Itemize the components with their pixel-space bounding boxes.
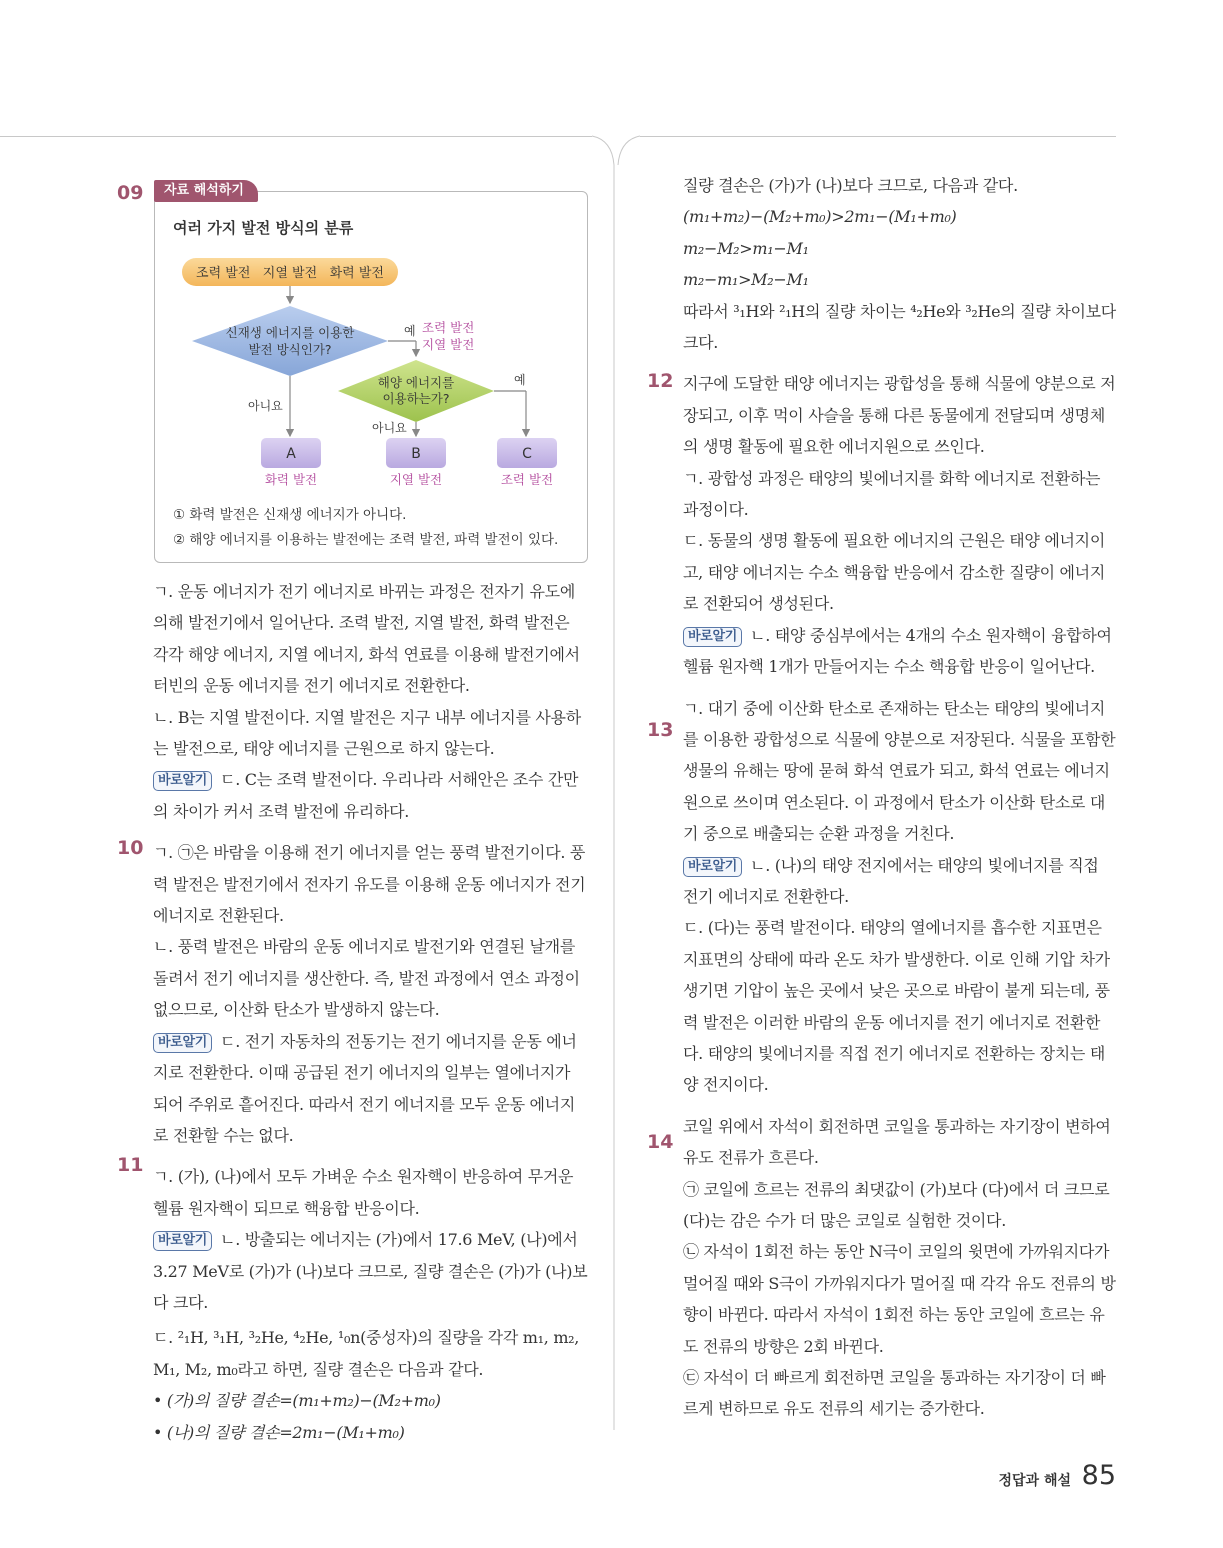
q11-equation-3: m₂−m₁>M₂−M₁ — [683, 270, 809, 290]
leaf-b-text: B — [411, 446, 421, 462]
no-label-2: 아니요 — [372, 421, 407, 435]
q10-paragraph-2: ㄴ. 풍력 발전은 바람의 운동 에너지로 발전기와 연결된 날개를 돌려서 전기 에너지를 생산한다. 즉, 발전 과정에서 연소 과정이 없으므로, 이산화 탄소가 발생하지 않는다. — [153, 937, 580, 1020]
q12-paragraph-3: ㄷ. 동물의 생명 활동에 필요한 에너지의 근원은 태양 에너지이고, 태양 에너지는 수소 핵융합 반응에서 감소한 질량이 에너지로 전환되어 생성된다. — [683, 531, 1105, 614]
leaf-a-text: A — [286, 446, 296, 462]
question-number-13: 13 — [647, 719, 674, 741]
leaf-a-label: 화력 발전 — [264, 472, 318, 487]
start-node-text: 조력 발전 지열 발전 화력 발전 — [196, 266, 384, 281]
q14-paragraph-3: ㉡ 자석이 1회전 하는 동안 N극이 코일의 윗면에 가까워지다가 멀어질 때와 S극이 가까워지다가 멀어질 때 각각 유도 전류의 방향이 바뀐다. 따라서 자석이 1회전 하는 동안 코일에 흐르는 유도 전류의 방향은 2회 바뀐다. — [683, 1242, 1116, 1356]
q11-bullet-1: • (가)의 질량 결손=(m₁+m₂)−(M₂+m₀) — [153, 1391, 441, 1411]
question-number-09: 09 — [117, 182, 144, 204]
diagram-note-2: ② 해양 에너지를 이용하는 발전에는 조력 발전, 파력 발전이 있다. — [173, 532, 559, 548]
data-analysis-tab: 자료 해석하기 — [154, 180, 258, 202]
decision1-line1: 신재생 에너지를 이용한 — [225, 325, 355, 340]
q10-correction-text: ㄷ. 전기 자동차의 전동기는 전기 에너지를 운동 에너지로 전환한다. 이때 공급된 전기 에너지의 일부는 열에너지가 되어 주위로 흩어진다. 따라서 전기 에너지를 모두 운동 에너지로 전환할 수는 없다. — [153, 1031, 577, 1145]
correction-badge: 바로알기 — [683, 857, 742, 877]
yes-result-line1: 조력 발전 — [422, 320, 475, 335]
yes-label-1: 예 — [404, 324, 416, 338]
decision1-line2: 발전 방식인가? — [248, 342, 332, 357]
q11-paragraph-1: ㄱ. (가), (나)에서 모두 가벼운 수소 원자핵이 반응하여 무거운 헬륨 원자핵이 되므로 핵융합 반응이다. — [153, 1167, 574, 1218]
footer-section-label: 정답과 해설 — [998, 1473, 1071, 1489]
correction-badge: 바로알기 — [683, 627, 742, 647]
decision2-line1: 해양 에너지를 — [377, 375, 455, 390]
leaf-c-label: 조력 발전 — [500, 472, 554, 487]
q12-correction — [683, 620, 1117, 683]
q14-paragraph-2: ㉠ 코일에 흐르는 전류의 최댓값이 (가)보다 (다)에서 더 크므로 (다)는 감은 수가 더 많은 코일로 실험한 것이다. — [683, 1179, 1110, 1230]
q13-paragraph-3: ㄷ. (다)는 풍력 발전이다. 태양의 열에너지를 흡수한 지표면은 지표면의 상태에 따라 온도 차가 발생한다. 이로 인해 기압 차가 생기면 기압이 높은 곳에서 낮은 곳으로 바람이 불게 되는데, 풍력 발전은 이러한 바람의 운동 에너지를 전기 에너지로 전환한다. 태양의 빛에너지를 직접 전기 에너지로 전환하는 장치는 태양 전지이다. — [683, 918, 1110, 1095]
question-number-12: 12 — [647, 370, 674, 392]
yes-result-line2: 지열 발전 — [422, 337, 475, 352]
leaf-c-text: C — [522, 446, 532, 462]
q11-paragraph-3: ㄷ. ²₁H, ³₁H, ³₂He, ⁴₂He, ¹₀n(중성자)의 질량을 각각 m₁, m₂, M₁, M₂, m₀라고 하면, 질량 결손은 다음과 같다. — [153, 1328, 580, 1379]
question-number-10: 10 — [117, 837, 144, 859]
q13-paragraph-1: ㄱ. 대기 중에 이산화 탄소로 존재하는 탄소는 태양의 빛에너지를 이용한 광합성으로 식물에 양분으로 저장된다. 식물을 포함한 생물의 유해는 땅에 묻혀 화석 연료가 되고, 화석 연료는 에너지원으로 쓰이며 연소된다. 이 과정에서 탄소가 이산화 탄소로 대기 중으로 배출되는 순환 과정을 거친다. — [683, 698, 1116, 844]
leaf-b-label: 지열 발전 — [389, 472, 443, 487]
q13-correction — [683, 850, 1117, 913]
q12-paragraph-1: 지구에 도달한 태양 에너지는 광합성을 통해 식물에 양분으로 저장되고, 이후 먹이 사슬을 통해 다른 동물에게 전달되며 생명체의 생명 활동에 필요한 에너지원으로 쓰인다. — [683, 374, 1116, 457]
q14-paragraph-1: 코일 위에서 자석이 회전하면 코일을 통과하는 자기장이 변하여 유도 전류가 흐른다. — [683, 1116, 1111, 1168]
decision2-line2: 이용하는가? — [382, 391, 450, 406]
q12-paragraph-2: ㄱ. 광합성 과정은 태양의 빛에너지를 화학 에너지로 전환하는 과정이다. — [683, 468, 1101, 520]
q11-continuation-1: 질량 결손은 (가)가 (나)보다 크므로, 다음과 같다. — [683, 176, 1018, 195]
correction-badge: 바로알기 — [153, 1231, 212, 1251]
q11-equation-2: m₂−M₂>m₁−M₁ — [683, 238, 809, 258]
q11-equation-1: (m₁+m₂)−(M₂+m₀)>2m₁−(M₁+m₀) — [683, 207, 957, 227]
q09-correction-text: ㄷ. C는 조력 발전이다. 우리나라 서해안은 조수 간만의 차이가 커서 조력 발전에 유리하다. — [153, 770, 579, 821]
q09-paragraph-1: ㄱ. 운동 에너지가 전기 에너지로 바뀌는 과정은 전자기 유도에 의해 발전기에서 일어난다. 조력 발전, 지열 발전, 화력 발전은 각각 해양 에너지, 지열 에너지, 화석 연료를 이용해 발전기에서 터빈의 운동 에너지를 전기 에너지로 전환한다. — [153, 582, 580, 696]
correction-badge: 바로알기 — [153, 771, 212, 791]
q09-correction — [153, 764, 589, 827]
q11-correction — [153, 1224, 589, 1318]
q10-correction — [153, 1026, 589, 1152]
page-number: 85 — [1081, 1460, 1116, 1491]
q11-continuation-2: 따라서 ³₁H와 ²₁H의 질량 차이는 ⁴₂He와 ³₂He의 질량 차이보다 크다. — [683, 301, 1116, 353]
correction-badge: 바로알기 — [153, 1033, 212, 1053]
q09-paragraph-2: ㄴ. B는 지열 발전이다. 지열 발전은 지구 내부 에너지를 사용하는 발전으로, 태양 에너지를 근원으로 하지 않는다. — [153, 707, 581, 759]
q14-paragraph-4: ㉢ 자석이 더 빠르게 회전하면 코일을 통과하는 자기장이 더 빠르게 변하므로 유도 전류의 세기는 증가한다. — [683, 1368, 1106, 1419]
q13-correction-text: ㄴ. (나)의 태양 전지에서는 태양의 빛에너지를 직접 전기 에너지로 전환한다. — [683, 855, 1099, 906]
no-label-1: 아니요 — [248, 399, 283, 413]
yes-label-2: 예 — [514, 373, 526, 387]
q11-correction-text: ㄴ. 방출되는 에너지는 (가)에서 17.6 MeV, (나)에서 3.27 MeV로 (가)가 (나)보다 크므로, 질량 결손은 (가)가 (나)보다 크다. — [153, 1230, 588, 1312]
left-column — [153, 576, 589, 1448]
decision-renewable — [192, 306, 388, 376]
question-number-14: 14 — [647, 1131, 674, 1153]
diagram-title: 여러 가지 발전 방식의 분류 — [173, 219, 354, 237]
q12-correction-text: ㄴ. 태양 중심부에서는 4개의 수소 원자핵이 융합하여 헬륨 원자핵 1개가 만들어지는 수소 핵융합 반응이 일어난다. — [683, 625, 1112, 677]
question-number-11: 11 — [117, 1154, 144, 1176]
q10-paragraph-1: ㄱ. ㉠은 바람을 이용해 전기 에너지를 얻는 풍력 발전기이다. 풍력 발전은 발전기에서 전자기 유도를 이용해 운동 에너지가 전기 에너지로 전환된다. — [153, 843, 586, 926]
right-column — [683, 170, 1117, 1425]
q11-bullet-2: • (나)의 질량 결손=2m₁−(M₁+m₀) — [153, 1422, 405, 1442]
diagram-note-1: ① 화력 발전은 신재생 에너지가 아니다. — [173, 507, 407, 523]
